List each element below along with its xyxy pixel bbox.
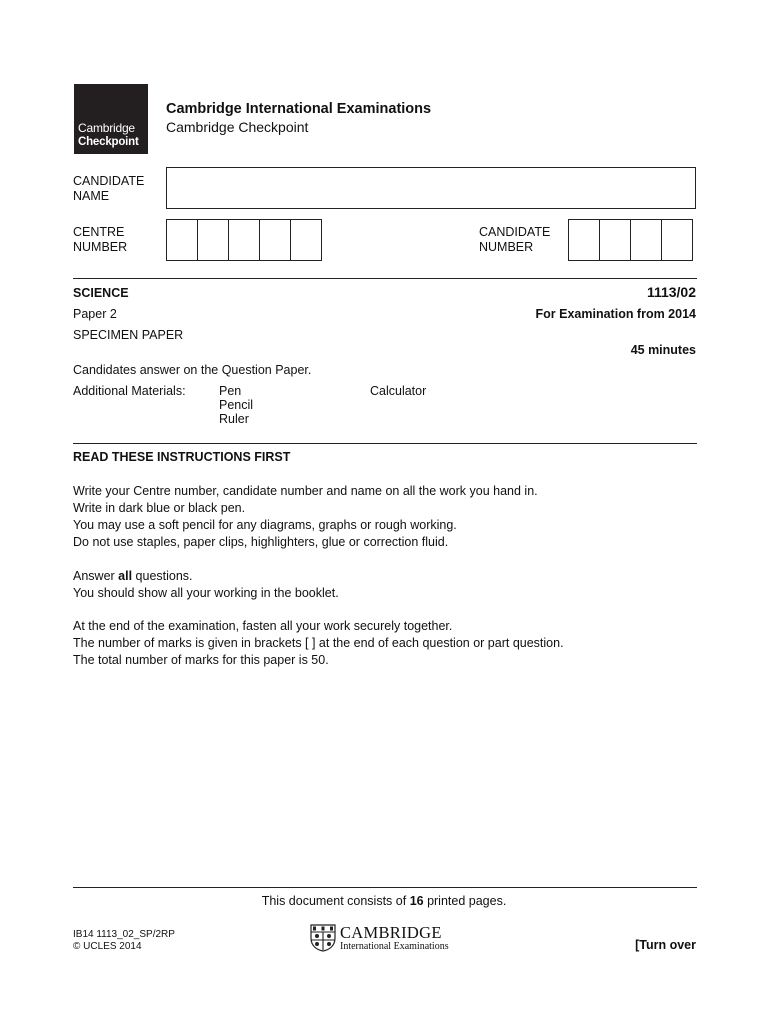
divider <box>73 278 697 279</box>
digit-cell[interactable] <box>661 219 693 261</box>
duration: 45 minutes <box>630 343 696 357</box>
centre-number-label: CENTRE NUMBER <box>73 225 128 254</box>
turn-over: [Turn over <box>635 938 696 952</box>
digit-cell[interactable] <box>568 219 600 261</box>
answer-on-paper: Candidates answer on the Question Paper. <box>73 363 312 377</box>
cambridge-crest-icon <box>310 924 336 952</box>
cambridge-wordmark: CAMBRIDGE <box>340 923 442 942</box>
page-count: This document consists of 16 printed pages. <box>261 894 507 908</box>
instructions-heading: READ THESE INSTRUCTIONS FIRST <box>73 450 291 464</box>
candidate-name-label: CANDIDATE NAME <box>73 174 145 203</box>
digit-cell[interactable] <box>259 219 291 261</box>
digit-cell[interactable] <box>630 219 662 261</box>
materials-list: Pen Pencil Ruler <box>219 384 254 426</box>
paper-type: SPECIMEN PAPER <box>73 328 184 342</box>
org-name: Cambridge International Examinations <box>166 101 432 117</box>
digit-cell[interactable] <box>197 219 229 261</box>
divider <box>73 887 697 888</box>
paper-code: 1113/02 <box>646 284 696 300</box>
candidate-name-field[interactable] <box>166 167 696 209</box>
logo-line-1: Cambridge <box>78 121 135 135</box>
subject: SCIENCE <box>73 286 129 300</box>
document-reference: IB14 1113_02_SP/2RP © UCLES 2014 <box>73 929 175 952</box>
centre-number-field[interactable] <box>166 219 322 261</box>
digit-cell[interactable] <box>228 219 260 261</box>
instructions-para-2: Answer all questions. You should show all your working in the booklet. <box>73 569 339 600</box>
candidate-number-field[interactable] <box>568 219 693 261</box>
materials-label: Additional Materials: <box>73 384 186 398</box>
paper-number: Paper 2 <box>73 307 117 321</box>
digit-cell[interactable] <box>166 219 198 261</box>
logo-line-2: Checkpoint <box>78 136 139 148</box>
divider <box>73 443 697 444</box>
exam-from: For Examination from 2014 <box>535 307 696 321</box>
digit-cell[interactable] <box>599 219 631 261</box>
candidate-number-label: CANDIDATE NUMBER <box>479 225 551 254</box>
cambridge-wordmark-sub: International Examinations <box>340 941 449 952</box>
checkpoint-logo <box>74 84 148 154</box>
org-subtitle: Cambridge Checkpoint <box>166 119 309 135</box>
materials-calculator: Calculator <box>370 384 427 398</box>
instructions-para-3: At the end of the examination, fasten all your work securely together. The number of marks is given in brackets [ ] at the end of each question or part question. The total number of marks for this paper is 50. <box>73 619 564 667</box>
instructions-para-1: Write your Centre number, candidate number and name on all the work you hand in. Write in dark blue or black pen. You may use a soft pencil for any diagrams, graphs or rough working. Do not use staples, paper clips, highlighters, glue or correction fluid. <box>73 484 538 549</box>
digit-cell[interactable] <box>290 219 322 261</box>
